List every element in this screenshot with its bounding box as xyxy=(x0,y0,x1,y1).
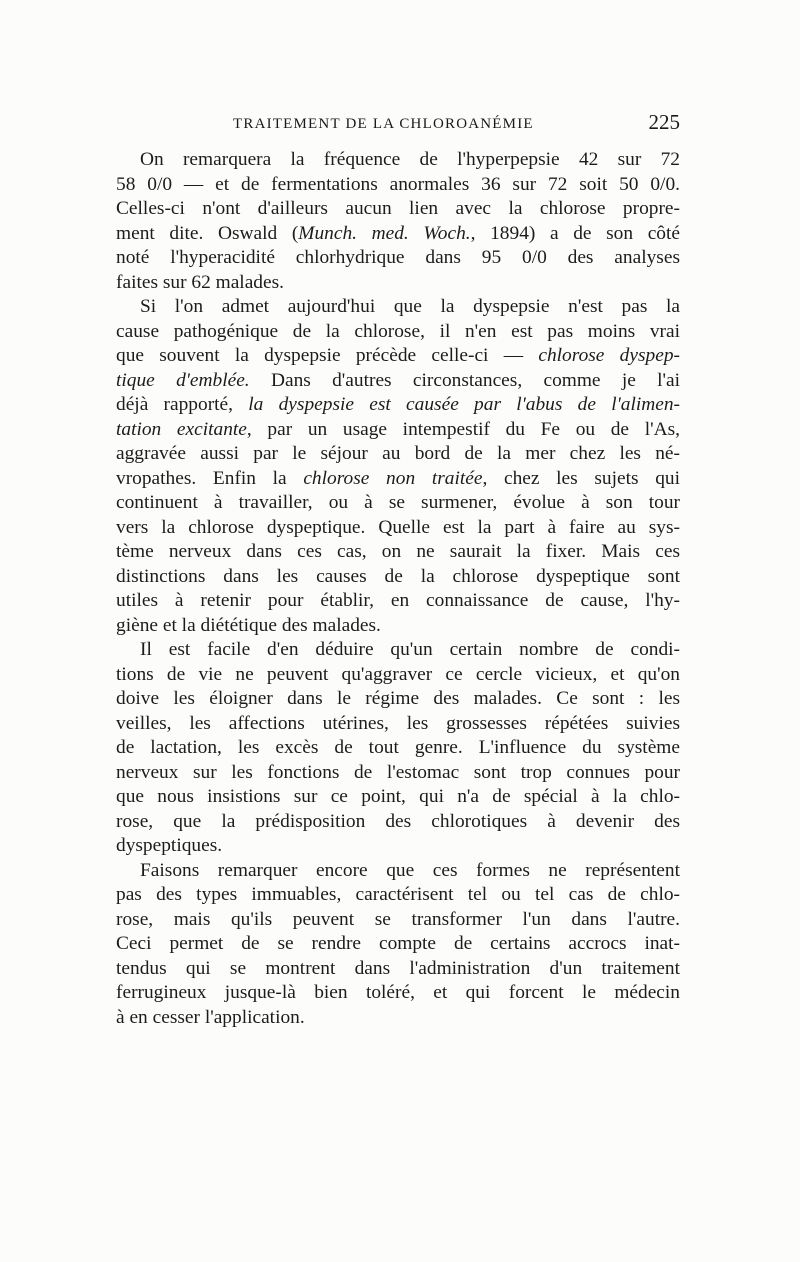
text-run: doive les éloigner dans le régime des malades. Ce sont : les xyxy=(116,688,680,709)
text-line xyxy=(116,467,680,492)
text-run: déjà rapporté, xyxy=(116,394,249,415)
page-number: 225 xyxy=(648,110,680,134)
text-run: dyspeptiques. xyxy=(116,835,223,856)
text-run: distinctions dans les causes de la chlorose dyspeptique sont xyxy=(116,565,680,587)
text-line xyxy=(116,565,680,590)
text-run: que souvent la dyspepsie précède celle-ci — xyxy=(116,345,539,366)
text-run: On remarquera la fréquence de l'hyperpepsie 42 sur 72 xyxy=(140,149,680,170)
text-run: aggravée aussi par le séjour au bord de la mer chez les né- xyxy=(116,443,680,464)
text-run: Si l'on admet aujourd'hui que la dyspepsie n'est pas la xyxy=(140,296,680,317)
text-run: tions de vie ne peuvent qu'aggraver ce cercle vicieux, et qu'on xyxy=(116,663,680,685)
text-line xyxy=(116,589,680,614)
text-line xyxy=(116,246,680,271)
text-run: , 1894) a de son côté xyxy=(470,222,680,244)
text-line xyxy=(116,344,680,369)
text-line xyxy=(116,859,680,884)
text-run: ferrugineux jusque-là bien toléré, et qui forcent le médecin xyxy=(116,982,680,1003)
text-line xyxy=(116,883,680,908)
text-run: nerveux sur les fonctions de l'estomac sont trop connues pour xyxy=(116,761,680,783)
text-run: que nous insistions sur ce point, qui n'a de spécial à la chlo- xyxy=(116,786,680,807)
text-run: tème nerveux dans ces cas, on ne saurait la fixer. Mais ces xyxy=(116,541,680,562)
text-run: tendus qui se montrent dans l'administration d'un traitement xyxy=(116,957,680,979)
text-run: Faisons remarquer encore que ces formes ne représentent xyxy=(140,859,680,881)
text-line xyxy=(116,687,680,712)
text-run: rose, que la prédisposition des chlorotiques à devenir des xyxy=(116,810,680,832)
text-line xyxy=(116,271,680,296)
text-run: utiles à retenir pour établir, en connaissance de cause, l'hy- xyxy=(116,590,680,611)
text-line xyxy=(116,148,680,173)
text-run: vers la chlorose dyspeptique. Quelle est la part à faire au sys- xyxy=(116,516,680,538)
text-line xyxy=(116,1006,680,1031)
text-line xyxy=(116,320,680,345)
text-run: ment dite. Oswald ( xyxy=(116,222,299,244)
text-line xyxy=(116,197,680,222)
text-run: , chez les sujets qui xyxy=(482,467,680,489)
text-run: à en cesser l'application. xyxy=(116,1006,305,1028)
italic-text: chlorose dyspep- xyxy=(538,345,680,366)
text-run: continuent à travailler, ou à se surmener, évolue à son tour xyxy=(116,492,680,513)
italic-text: tique d'emblée. xyxy=(116,369,250,391)
text-line xyxy=(116,932,680,957)
text-line xyxy=(116,638,680,663)
text-run: faites sur 62 malades. xyxy=(116,271,285,293)
text-line xyxy=(116,810,680,835)
text-line xyxy=(116,442,680,467)
page-header xyxy=(118,110,680,140)
text-run: 58 0/0 — et de fermentations anormales 36 sur 72 soit 50 0/0. xyxy=(116,173,680,195)
text-line xyxy=(116,663,680,688)
text-line xyxy=(116,491,680,516)
italic-text: Munch. med. Woch. xyxy=(298,222,471,244)
text-line xyxy=(116,785,680,810)
text-run: vropathes. Enfin la xyxy=(116,467,304,489)
text-line xyxy=(116,957,680,982)
text-line xyxy=(116,614,680,639)
text-line xyxy=(116,712,680,737)
text-run: de lactation, les excès de tout genre. L'influence du système xyxy=(116,737,680,758)
italic-text: chlorose non traitée xyxy=(303,467,483,489)
text-line xyxy=(116,516,680,541)
text-run: Il est facile d'en déduire qu'un certain nombre de condi- xyxy=(140,639,680,660)
text-run: noté l'hyperacidité chlorhydrique dans 95 0/0 des analyses xyxy=(116,247,680,268)
text-line xyxy=(116,393,680,418)
body-text xyxy=(116,148,680,1030)
text-line xyxy=(116,418,680,443)
text-line xyxy=(116,834,680,859)
text-run: Celles-ci n'ont d'ailleurs aucun lien avec la chlorose propre- xyxy=(116,198,680,219)
text-run: rose, mais qu'ils peuvent se transformer l'un dans l'autre. xyxy=(116,908,680,930)
italic-text: tation excitante xyxy=(116,418,247,440)
text-line xyxy=(116,369,680,394)
text-run: Dans d'autres circonstances, comme je l'ai xyxy=(249,369,680,391)
text-line xyxy=(116,295,680,320)
text-run: giène et la diététique des malades. xyxy=(116,614,381,636)
text-line xyxy=(116,173,680,198)
text-run: veilles, les affections utérines, les grossesses répétées suivies xyxy=(116,712,680,734)
text-run: , par un usage intempestif du Fe ou de l'As, xyxy=(246,418,680,440)
running-title: TRAITEMENT DE LA CHLOROANÉMIE xyxy=(233,116,534,132)
text-line xyxy=(116,761,680,786)
text-line xyxy=(116,540,680,565)
text-line xyxy=(116,736,680,761)
italic-text: la dyspepsie est causée par l'abus de l'alimen- xyxy=(248,394,680,415)
text-line xyxy=(116,222,680,247)
text-run: cause pathogénique de la chlorose, il n'en est pas moins vrai xyxy=(116,320,680,342)
text-run: Ceci permet de se rendre compte de certains accrocs inat- xyxy=(116,933,680,954)
text-run: pas des types immuables, caractérisent tel ou tel cas de chlo- xyxy=(116,884,680,905)
text-line xyxy=(116,908,680,933)
text-line xyxy=(116,981,680,1006)
